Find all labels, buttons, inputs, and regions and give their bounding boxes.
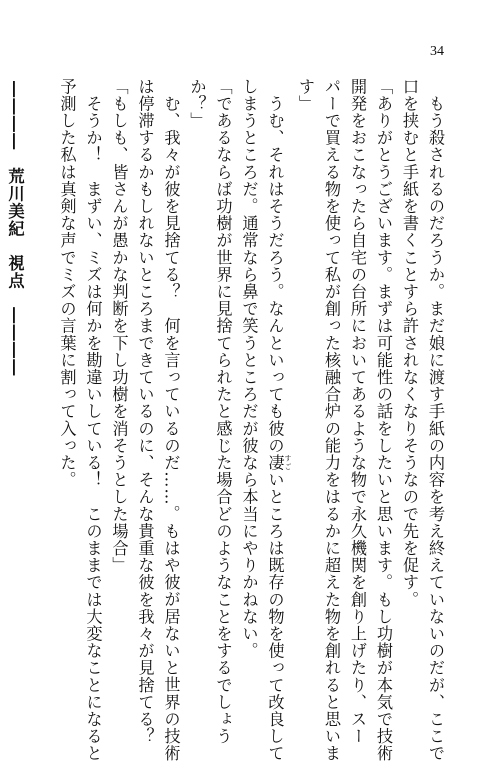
text-line-2: 口を挟むと手紙を書くことすら許されなくなりそうなので先を促す。 [400,78,419,609]
text-line-8: しまうところだ。通常なら鼻で笑うところだが彼なら本当にやりかねない。 [239,78,259,660]
text-line-7: うむ、それはそうだろう。なんといっても彼の凄 すごいところは既存の物を使って改良して [265,78,292,762]
page-number: 34 [430,44,444,59]
text-line-12: は停滞するかもしれないところまできているのに、そんな貴重な彼を我々が見捨てる？ [135,78,155,745]
ruby-kanji: 凄 すご [265,454,292,472]
text-line-3: 「ありがとうございます。まずは可能性の話をしたいと思います。もし功樹が本気で技術 [374,78,393,762]
text-line-15: 予測した私は真剣な声でミズの言葉に割って入った。 [57,78,77,489]
text-line-13: 「もしも、皆さんが愚かな判断を下し功樹を消そうとした場合」 [109,78,129,574]
blank-line [28,78,54,658]
ruby-reading: すご [284,454,292,472]
text-line-14: そうか！ まずい、ミズは何かを勘違いしている！ このままでは大変なことになると [83,78,103,762]
text-line-1: もう殺されるのだろうか。まだ娘に渡す手紙の内容を考え終えていないのだが、ここで [426,78,445,762]
text-line-9: 「であるならば功樹が世界に見捨てられたと感じた場合どのようなことをするでしょう [213,78,233,745]
novel-text-column-block [2,78,449,762]
text-line-10: か？」 [187,78,207,130]
text-line-11: む、我々が彼を見捨てる？ 何を言っているのだ……。もはや彼が居ないと世界の技術 [161,78,181,762]
viewpoint-heading: ―――― 荒川美紀 視点 ―――― [5,81,25,377]
text-line-4: 開発をおこなったら自宅の台所においてあるような物で永久機関を創り上げたり、スー [348,78,367,745]
text-line-6: す」 [296,78,315,113]
text-line-5: パーで買える物を使って私が創った核融合炉の能力をはるかに超えた物を創れると思いま [322,78,341,762]
